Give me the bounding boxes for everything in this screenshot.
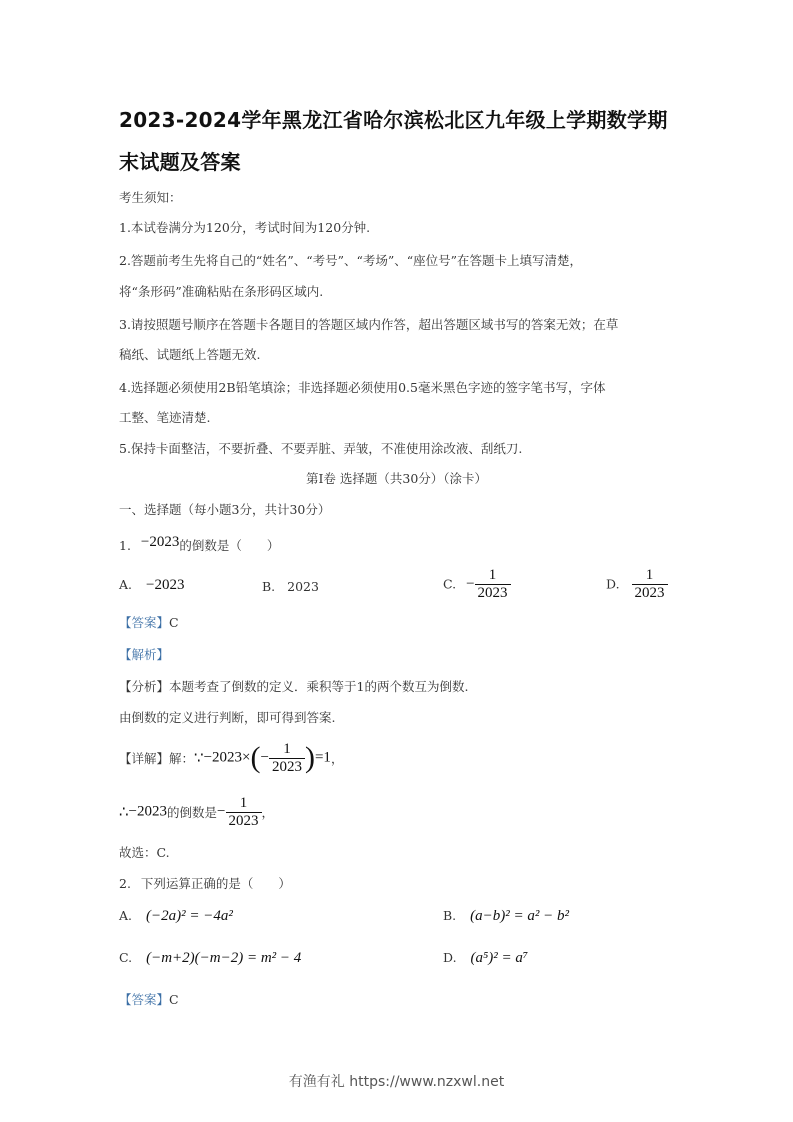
fraction: $\frac{1}{2023}$ [226,795,262,829]
q2-answer [119,990,179,1008]
answer-value: C [169,992,179,1007]
fraction: $\frac{1}{2023}$ [632,567,668,601]
notice-item: 稿纸、试题纸上答题无效. [119,347,261,362]
fraction: $\frac{1}{2023}$ [269,741,305,775]
notice-item: 2.答题前考生先将自己的“姓名”、“考号”、“考场”、“座位号”在答题卡上填写清楚， [119,253,583,268]
stem-text: 的倒数是（ ） [179,538,280,553]
q1-choose: 故选：C. [119,845,170,860]
notice-item: 4.选择题必须使用2B铅笔填涂；非选择题必须使用0.5毫米黑色字迹的签字笔书写，字体 [119,380,606,395]
question-number: 1. [119,538,131,553]
q1-option-a: A. −2023 [119,577,185,593]
q1-answer [119,613,179,631]
question-2-stem [119,874,291,892]
notice-item: 将“条形码”准确粘贴在条形码区域内. [119,284,324,299]
document-title-line-2: 末试题及答案 [119,150,241,174]
q2-option-b: B. (a−b)² = a² − b² [443,908,570,924]
footer-watermark: 有渔有礼 https://www.nzxwl.net [288,1074,505,1090]
notice-item: 3.请按照题号顺序在答题卡各题目的答题区域内作答，超出答题区域书写的答案无效；在草 [119,317,619,332]
notice-item: 工整、笔迹清楚. [119,410,211,425]
q1-analysis-label: 【解析】 [119,647,170,662]
part-title: 一、选择题（每小题3分，共计30分） [119,502,331,517]
notice-heading: 考生须知： [119,190,182,205]
fenxi-label: 【分析】 [119,679,170,694]
because-symbol: ∵ [194,750,204,767]
notice-item: 1.本试卷满分为120分，考试时间为120分钟. [119,220,371,235]
volume-title: 第Ⅰ卷 选择题（共30分）（涂卡） [305,471,488,486]
q1-detail: 【详解】解：∵−2023×(− $\frac{1}{2023}$ )=1， [119,741,344,775]
q2-option-d: D. (a⁵)² = a⁷ [443,950,529,966]
stem-text: 下列运算正确的是（ ） [140,876,291,891]
detail-label: 【详解】 [119,751,170,766]
answer-value: C [169,615,179,630]
fraction: $\frac{1}{2023}$ [475,567,511,601]
q1-fenxi: 【分析】本题考查了倒数的定义．乘积等于1的两个数互为倒数. [119,679,469,694]
q1-therefore: ∴−2023的倒数是− $\frac{1}{2023}$ ， [119,795,275,829]
q1-option-d: D. $\frac{1}{2023}$ [606,567,668,601]
notice-item: 5.保持卡面整洁，不要折叠、不要弄脏、弄皱，不准使用涂改液、刮纸刀. [119,441,523,456]
answer-label: 【答案】 [119,992,170,1007]
document-title-line-1: 2023-2024学年黑龙江省哈尔滨松北区九年级上学期数学期 [119,108,668,132]
q2-option-a: A. (−2a)² = −4a² [119,908,233,924]
question-1-stem [119,536,279,555]
therefore-symbol: ∴ [119,804,129,821]
q1-option-b: B. 2023 [262,579,319,594]
q1-option-c: C. − $\frac{1}{2023}$ [443,567,511,601]
question-number: 2. [119,876,131,891]
stem-math: −2023 [140,534,180,550]
q2-option-c: C. (−m+2)(−m−2) = m² − 4 [119,950,302,966]
answer-label: 【答案】 [119,615,170,630]
q1-fenxi-line-2: 由倒数的定义进行判断，即可得到答案. [119,710,336,725]
